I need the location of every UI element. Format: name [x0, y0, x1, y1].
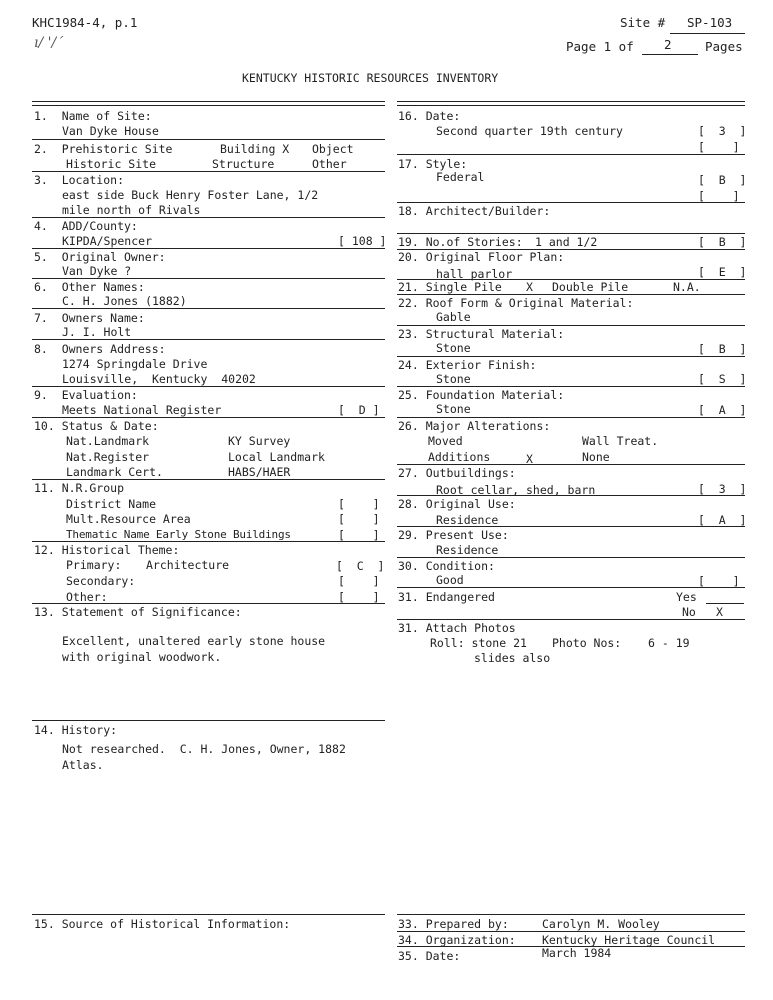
site-number-underline	[670, 33, 745, 34]
field-11-thematic: Thematic Name Early Stone Buildings	[66, 528, 291, 541]
field-18-label: 18. Architect/Builder:	[398, 204, 551, 218]
field-20-label: 20. Original Floor Plan:	[398, 250, 565, 264]
field-2-structure: Structure	[212, 157, 275, 171]
rule-12	[32, 603, 385, 604]
handwritten-note: ı/ '/ˊ	[34, 35, 64, 51]
field-26-additions: Additions	[428, 450, 491, 464]
field-14-line1: Not researched. C. H. Jones, Owner, 1882	[62, 742, 346, 756]
field-15-label: 15. Source of Historical Information:	[34, 917, 291, 931]
rule-2	[32, 171, 385, 172]
field-7-value: J. I. Holt	[62, 325, 132, 339]
field-2-historic: Historic Site	[66, 157, 157, 171]
rule-26	[397, 464, 745, 465]
field-5-label: 5. Original Owner:	[34, 250, 166, 264]
field-10-kysurvey: KY Survey	[228, 434, 291, 448]
field-22-label: 22. Roof Form & Original Material:	[398, 296, 634, 310]
field-31-no: No	[682, 605, 696, 619]
field-9-code: [ D ]	[338, 403, 380, 417]
field-1-label: 1. Name of Site:	[34, 109, 152, 123]
field-11-district-code: [ ]	[338, 497, 380, 511]
field-31-label: 31. Endangered	[398, 590, 495, 604]
field-21-x: X	[526, 280, 533, 294]
rule-17	[397, 202, 745, 203]
field-13-line2: with original woodwork.	[62, 650, 222, 664]
field-17-code-2: [ ]	[698, 189, 740, 203]
field-33-value: Carolyn M. Wooley	[542, 917, 660, 931]
field-12-primary-label: Primary:	[66, 558, 122, 572]
field-2-label: 2. Prehistoric Site	[34, 142, 173, 156]
field-31b-slides: slides also	[474, 651, 551, 665]
field-14-line2: Atlas.	[62, 758, 104, 772]
field-31b-label: 31. Attach Photos	[398, 621, 516, 635]
field-17-label: 17. Style:	[398, 157, 468, 171]
rule-31	[397, 619, 745, 620]
field-31-x: X	[716, 605, 723, 619]
field-22-value: Gable	[436, 310, 471, 324]
rule-8	[32, 386, 385, 387]
field-26-none: None	[582, 450, 610, 464]
field-4-value: KIPDA/Spencer	[62, 234, 153, 248]
rule-16	[397, 154, 745, 155]
rule-6	[32, 308, 385, 309]
page-label: Page 1 of	[566, 39, 634, 54]
page-count: 2	[664, 37, 672, 52]
top-rule-left-2	[32, 105, 385, 106]
field-34-label: 34. Organization:	[398, 933, 516, 947]
field-20-value: hall parlor	[436, 267, 513, 281]
field-13-line1: Excellent, unaltered early stone house	[62, 634, 326, 648]
field-11-thematic-code: [ ]	[338, 528, 380, 542]
rule-30	[397, 587, 745, 588]
field-12-primary-code: [ C ]	[336, 559, 385, 573]
field-26-moved: Moved	[428, 434, 463, 448]
rule-29	[397, 557, 745, 558]
field-10-habs: HABS/HAER	[228, 465, 291, 479]
field-26-x: X	[526, 452, 533, 466]
field-3-line2: mile north of Rivals	[62, 203, 201, 217]
field-2-building: Building X	[220, 142, 290, 156]
rule-3	[32, 217, 385, 218]
field-29-label: 29. Present Use:	[398, 528, 509, 542]
field-11-mult: Mult.Resource Area	[66, 512, 191, 526]
field-23-code: [ B ]	[698, 342, 747, 356]
rule-21	[397, 294, 745, 295]
top-rule-right	[397, 101, 745, 102]
field-9-label: 9. Evaluation:	[34, 388, 138, 402]
field-8-line2: Louisville, Kentucky 40202	[62, 372, 256, 386]
page-count-underline	[642, 54, 698, 55]
field-2-object: Object	[312, 142, 354, 156]
field-4-code: [ 108 ]	[338, 234, 387, 248]
field-27-code: [ 3 ]	[698, 482, 747, 496]
field-1-value: Van Dyke House	[62, 124, 159, 138]
field-10-locallandmark: Local Landmark	[228, 450, 325, 464]
field-29-value: Residence	[436, 543, 499, 557]
rule-11	[32, 541, 385, 542]
field-5-value: Van Dyke ?	[62, 264, 132, 278]
field-3-label: 3. Location:	[34, 173, 125, 187]
field-24-label: 24. Exterior Finish:	[398, 358, 537, 372]
field-27-value: Root cellar, shed, barn	[436, 483, 596, 497]
rule-9	[32, 417, 385, 418]
rule-23	[397, 356, 745, 357]
field-24-code: [ S ]	[698, 372, 747, 386]
field-23-value: Stone	[436, 341, 471, 355]
field-4-label: 4. ADD/County:	[34, 219, 138, 233]
top-rule-right-2	[397, 105, 745, 106]
site-number: SP-103	[687, 15, 733, 30]
field-11-mult-code: [ ]	[338, 512, 380, 526]
field-6-label: 6. Other Names:	[34, 280, 145, 294]
field-12-secondary-code: [ ]	[338, 574, 380, 588]
field-3-line1: east side Buck Henry Foster Lane, 1/2	[62, 188, 319, 202]
rule-1	[32, 139, 385, 140]
rule-24	[397, 386, 745, 387]
rule-22	[397, 325, 745, 326]
field-9-value: Meets National Register	[62, 403, 222, 417]
field-26-wall: Wall Treat.	[582, 434, 659, 448]
field-21-double: Double Pile	[552, 280, 629, 294]
field-27-label: 27. Outbuildings:	[398, 466, 516, 480]
rule-25	[397, 417, 745, 418]
field-12-other-code: [ ]	[338, 590, 380, 604]
site-label: Site #	[620, 15, 666, 30]
field-17-value: Federal	[436, 170, 485, 184]
field-10-label: 10. Status & Date:	[34, 419, 159, 433]
field-31b-photo: Photo Nos:	[552, 636, 622, 650]
field-33-label: 33. Prepared by:	[398, 917, 509, 931]
top-rule-left	[32, 101, 385, 102]
field-16-value: Second quarter 19th century	[436, 124, 623, 138]
field-14-label: 14. History:	[34, 723, 118, 737]
rule-14	[32, 914, 385, 915]
field-19-code: [ B ]	[698, 235, 747, 249]
form-title: KENTUCKY HISTORIC RESOURCES INVENTORY	[242, 71, 499, 85]
field-21-na: N.A.	[673, 280, 701, 294]
field-20-code: [ E ]	[698, 265, 747, 279]
field-8-label: 8. Owners Address:	[34, 342, 166, 356]
rule-10	[32, 479, 385, 480]
rule-33	[397, 931, 745, 932]
field-16-code-2: [ ]	[698, 140, 740, 154]
field-11-district: District Name	[66, 497, 157, 511]
file-id: KHC1984-4, p.1	[32, 15, 138, 30]
field-13-label: 13. Statement of Significance:	[34, 605, 242, 619]
field-31b-nos: 6 - 19	[648, 636, 690, 650]
field-12-label: 12. Historical Theme:	[34, 543, 180, 557]
field-12-secondary: Secondary:	[66, 574, 136, 588]
rule-28	[397, 526, 745, 527]
field-30-value: Good	[436, 573, 464, 587]
field-10-natregister: Nat.Register	[66, 450, 150, 464]
field-6-value: C. H. Jones (1882)	[62, 294, 187, 308]
field-10-landmarkcert: Landmark Cert.	[66, 465, 163, 479]
field-8-line1: 1274 Springdale Drive	[62, 357, 208, 371]
field-2-other: Other	[312, 157, 347, 171]
rule-27	[397, 495, 745, 496]
field-19-label: 19. No.of Stories:	[398, 235, 523, 249]
field-28-value: Residence	[436, 513, 499, 527]
rule-5	[32, 278, 385, 279]
pages-label: Pages	[705, 39, 743, 54]
field-31b-roll: Roll: stone 21	[430, 636, 527, 650]
field-11-label: 11. N.R.Group	[34, 481, 125, 495]
rule-32	[397, 914, 745, 915]
rule-4	[32, 248, 385, 249]
field-19-value: 1 and 1/2	[535, 235, 598, 249]
field-24-value: Stone	[436, 372, 471, 386]
field-16-code: [ 3 ]	[698, 124, 747, 138]
field-21-label: 21. Single Pile	[398, 280, 502, 294]
field-30-code: [ ]	[698, 574, 740, 588]
field-25-code: [ A ]	[698, 403, 747, 417]
field-7-label: 7. Owners Name:	[34, 311, 145, 325]
field-10-natlandmark: Nat.Landmark	[66, 434, 150, 448]
field-12-other: Other:	[66, 590, 108, 604]
field-30-label: 30. Condition:	[398, 559, 495, 573]
rule-7	[32, 339, 385, 340]
field-25-value: Stone	[436, 402, 471, 416]
field-23-label: 23. Structural Material:	[398, 327, 565, 341]
field-34-value: Kentucky Heritage Council	[542, 933, 716, 947]
field-26-label: 26. Major Alterations:	[398, 419, 551, 433]
field-12-primary-value: Architecture	[146, 558, 230, 572]
field-16-label: 16. Date:	[398, 109, 461, 123]
field-28-label: 28. Original Use:	[398, 497, 516, 511]
field-35-label: 35. Date:	[398, 949, 461, 963]
field-31-yes-line	[706, 603, 744, 604]
field-17-code: [ B ]	[698, 173, 747, 187]
rule-18	[397, 233, 745, 234]
field-25-label: 25. Foundation Material:	[398, 388, 565, 402]
field-35-value: March 1984	[542, 946, 612, 960]
field-31-yes: Yes	[676, 590, 697, 604]
field-28-code: [ A ]	[698, 513, 747, 527]
rule-13	[32, 720, 385, 721]
